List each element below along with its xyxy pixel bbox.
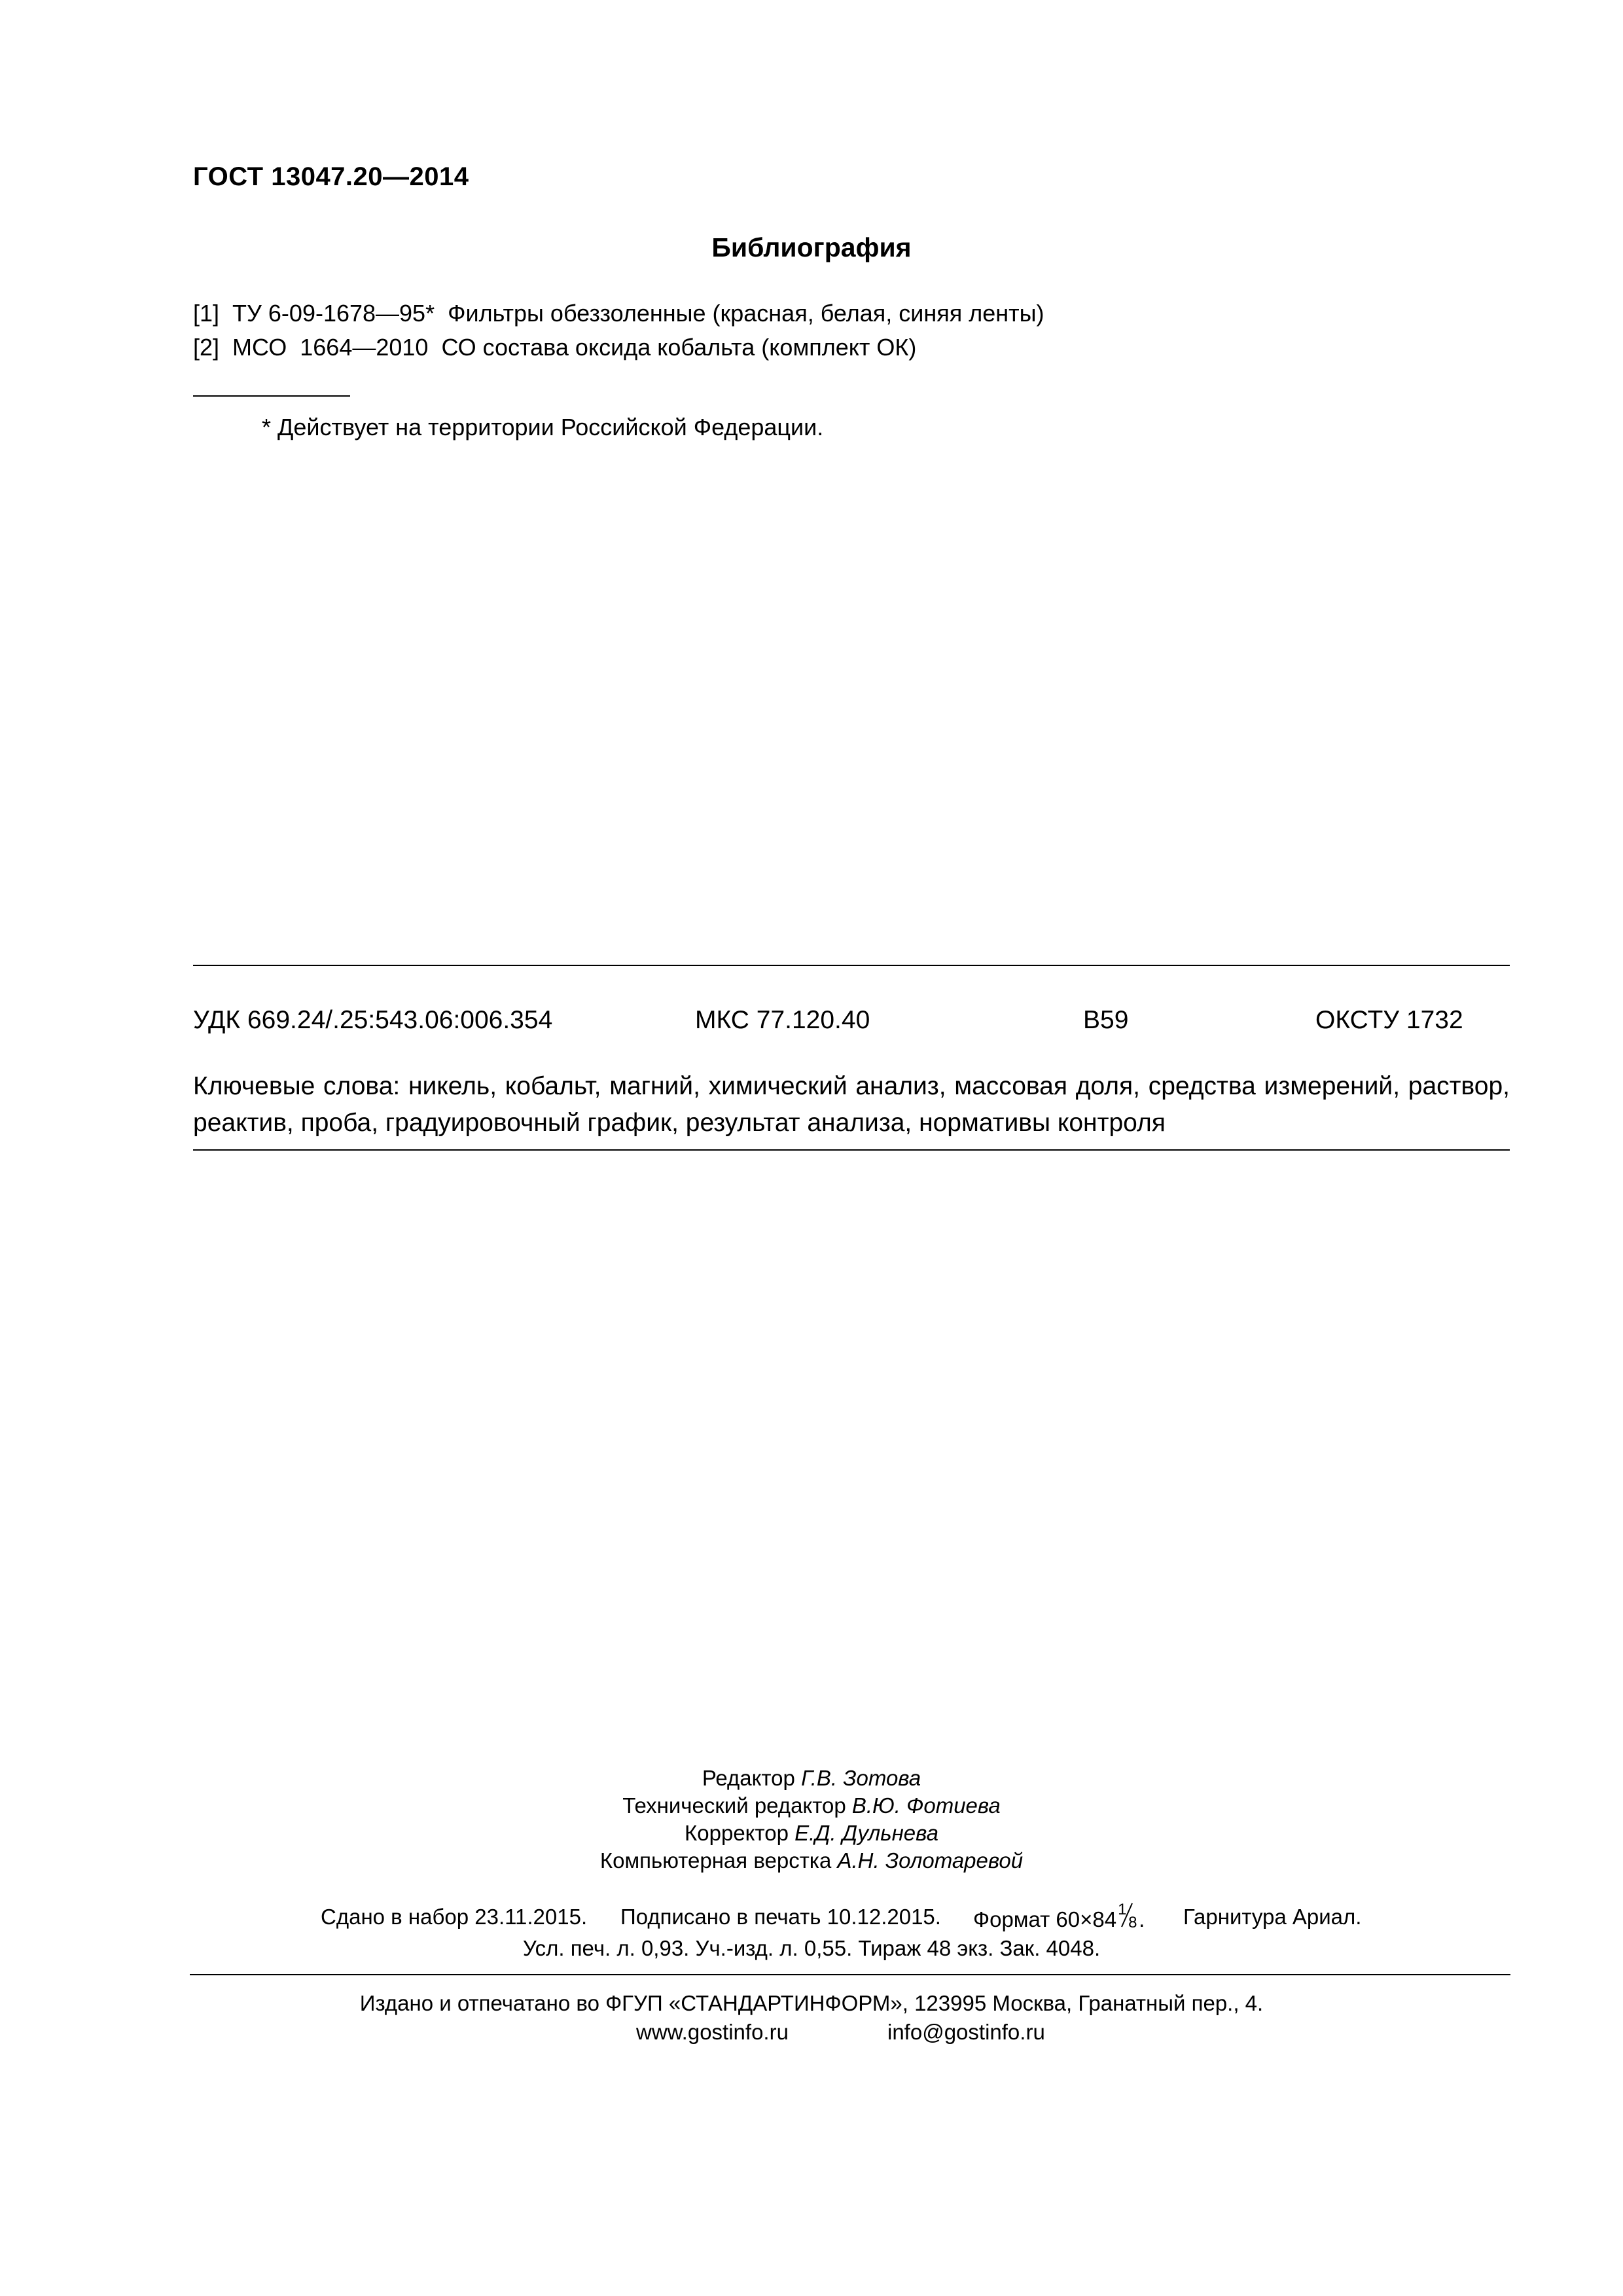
divider-bottom bbox=[193, 1149, 1510, 1151]
credit-corrector bbox=[0, 1821, 1623, 1846]
bibliography-title: Библиография bbox=[711, 232, 912, 262]
credit-editor bbox=[0, 1766, 1623, 1791]
format-fraction bbox=[1116, 1901, 1139, 1931]
format-label: Формат 60×84 bbox=[973, 1907, 1117, 1931]
footnote: * Действует на территории Российской Федерации. bbox=[262, 414, 824, 440]
typeface: Гарнитура Ариал. bbox=[1183, 1905, 1362, 1929]
bibliography-entry bbox=[193, 300, 1044, 327]
publisher-address: Издано и отпечатано во ФГУП «СТАНДАРТИНФОРМ», 123995 Москва, Гранатный пер., 4. bbox=[359, 1991, 1264, 2015]
credit-tech-editor bbox=[0, 1793, 1623, 1818]
divider-top bbox=[193, 965, 1510, 966]
group-code: В59 bbox=[1083, 1006, 1129, 1034]
entry-code: МСО 1664—2010 bbox=[232, 334, 429, 361]
entry-number: [1] bbox=[193, 300, 220, 327]
publisher-email[interactable]: info@gostinfo.ru bbox=[887, 2020, 1045, 2044]
credit-name: Е.Д. Дульнева bbox=[794, 1821, 938, 1845]
credit-name: Г.В. Зотова bbox=[801, 1766, 921, 1790]
credit-label: Технический редактор bbox=[622, 1793, 846, 1818]
submitted-date: Сдано в набор 23.11.2015. bbox=[321, 1905, 588, 1929]
credit-name: А.Н. Золотаревой bbox=[837, 1848, 1024, 1873]
document-number: ГОСТ 13047.20—2014 bbox=[193, 162, 469, 191]
entry-number: [2] bbox=[193, 334, 220, 361]
print-details: Усл. печ. л. 0,93. Уч.-изд. л. 0,55. Тираж 48 экз. Зак. 4048. bbox=[522, 1936, 1101, 1960]
format-numerator: 1 bbox=[1118, 1901, 1127, 1918]
publisher-divider bbox=[190, 1974, 1510, 1975]
entry-text: СО состава оксида кобальта (комплект ОК) bbox=[441, 334, 917, 361]
format-denominator: 8 bbox=[1128, 1914, 1137, 1931]
publisher-website[interactable]: www.gostinfo.ru bbox=[636, 2020, 789, 2044]
udk-code: УДК 669.24/.25:543.06:006.354 bbox=[193, 1006, 553, 1034]
okstu-code: ОКСТУ 1732 bbox=[1315, 1006, 1463, 1034]
credit-label: Компьютерная верстка bbox=[599, 1848, 832, 1873]
bibliography-entry bbox=[193, 334, 916, 361]
entry-code: ТУ 6-09-1678—95* bbox=[232, 300, 435, 327]
credit-label: Корректор bbox=[685, 1821, 789, 1845]
footnote-separator bbox=[193, 395, 350, 397]
credit-label: Редактор bbox=[702, 1766, 795, 1790]
keywords: Ключевые слова: никель, кобальт, магний, химический анализ, массовая доля, средства измерений, раствор, реактив, проба, градуировочный график, результат анализа, нормативы контроля bbox=[193, 1072, 1510, 1137]
credit-layout bbox=[0, 1848, 1623, 1873]
mks-code: МКС 77.120.40 bbox=[695, 1006, 870, 1034]
credit-name: В.Ю. Фотиева bbox=[851, 1793, 1001, 1818]
signed-date: Подписано в печать 10.12.2015. bbox=[620, 1905, 941, 1929]
print-format: Формат 60×84 1 8 . bbox=[973, 1901, 1145, 1931]
entry-text: Фильтры обеззоленные (красная, белая, синяя ленты) bbox=[448, 300, 1044, 327]
